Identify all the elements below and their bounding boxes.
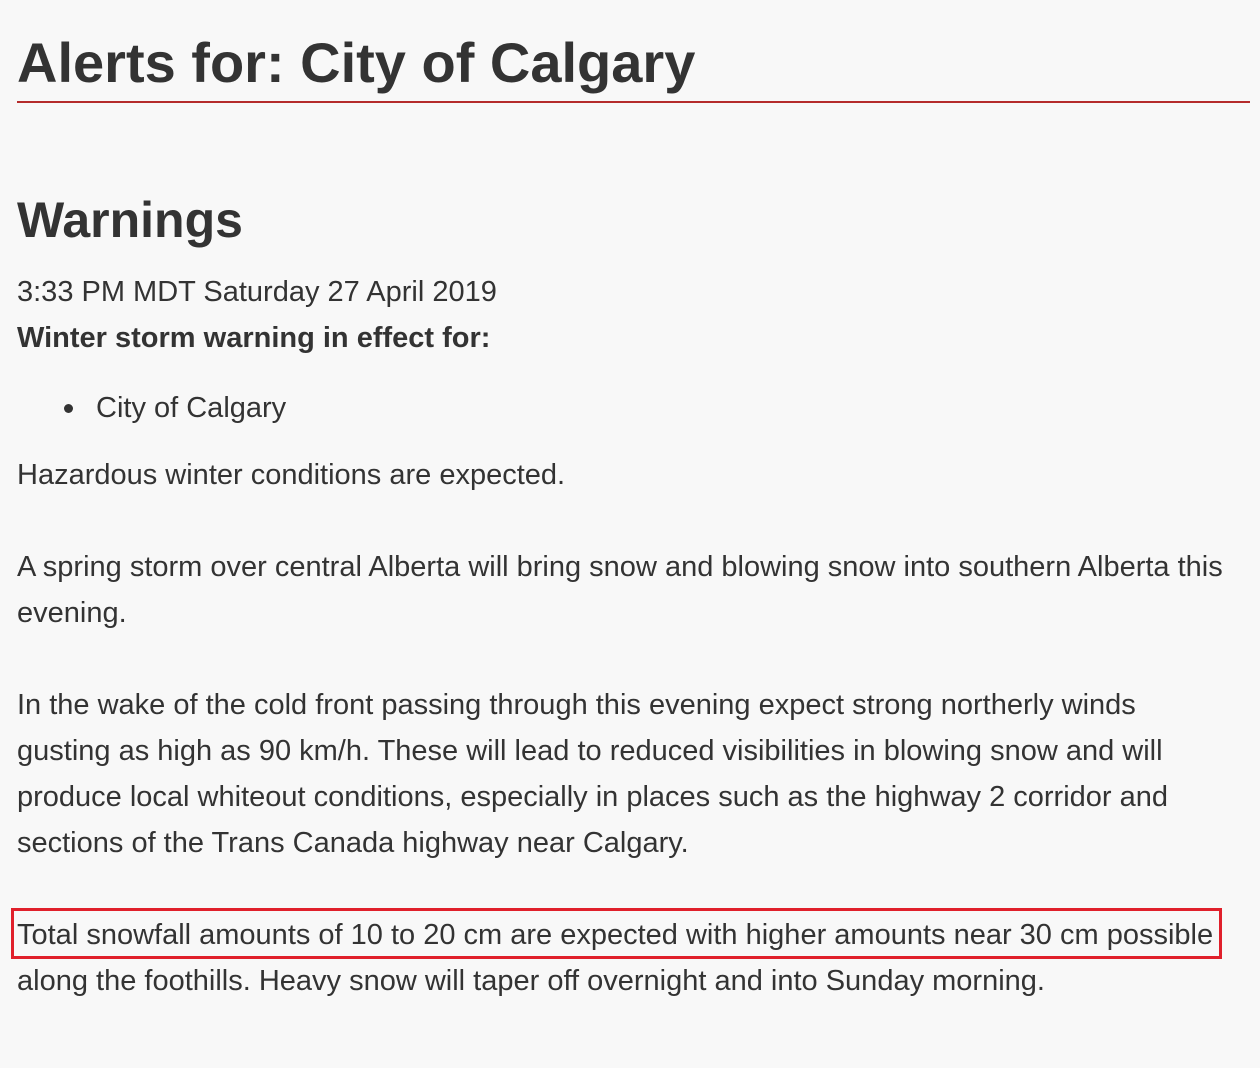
title-divider (17, 101, 1250, 103)
warning-paragraph-snowfall: Total snowfall amounts of 10 to 20 cm are expected with higher amounts near 30 cm possible along the foothills. Heavy snow will taper off overnight and into Sunday morning. (17, 919, 1214, 997)
list-item (0, 388, 286, 428)
page-title: Alerts for: City of Calgary (17, 31, 696, 94)
warning-paragraph-summary: Hazardous winter conditions are expected. (17, 459, 566, 491)
bullet-icon (64, 404, 73, 413)
warning-paragraph-winds: In the wake of the cold front passing through this evening expect strong northerly winds gusting as high as 90 km/h. These will lead to reduced visibilities in blowing snow and will produce local whiteout conditions, especially in places such as the highway 2 corridor and sections of the Trans Canada highway near Calgary. (17, 689, 1168, 859)
affected-regions-list (0, 388, 286, 428)
warning-paragraph-storm: A spring storm over central Alberta will bring snow and blowing snow into southern Alberta this evening. (17, 551, 1223, 629)
warning-type-label: Winter storm warning in effect for: (17, 322, 491, 354)
region-name: City of Calgary (96, 392, 287, 424)
warnings-heading: Warnings (17, 192, 243, 248)
issued-timestamp: 3:33 PM MDT Saturday 27 April 2019 (17, 276, 497, 308)
